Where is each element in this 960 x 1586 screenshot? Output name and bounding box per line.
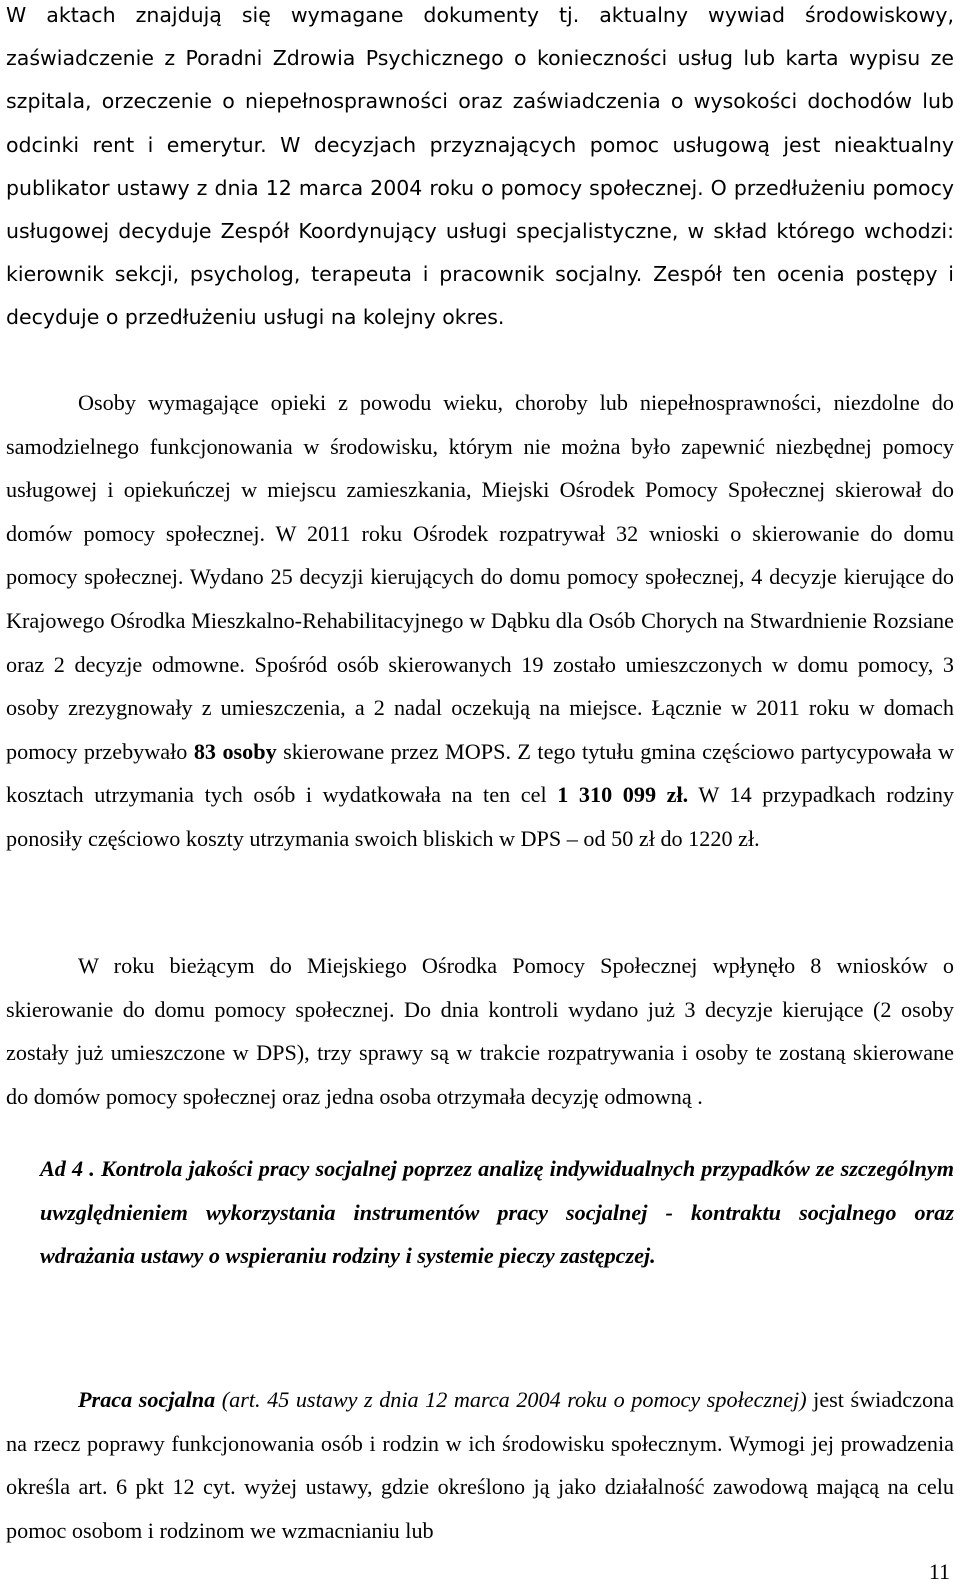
paragraph-documents: W aktach znajdują się wymagane dokumenty tj. aktualny wywiad środowiskowy, zaświadczenie z Poradni Zdrowia Psychicznego o konieczności usług lub karta wypisu ze szpitala, orzeczenie o niepełnosprawności oraz zaświadczenia o wysokości dochodów lub odcinki rent i emerytur. W decyzjach przyznających pomoc usługową jest nieaktualny publikator ustawy z dnia 12 marca 2004 roku o pomocy społecznej. O przedłużeniu pomocy usługowej decyduje Zespół Koordynujący usługi specjalistyczne, w skład którego wchodzi: kierownik sekcji, psycholog, terapeuta i pracownik socjalny. Zespół ten ocenia postępy i decyduje o przedłużeniu usługi na kolejny okres. <box>6 3 954 330</box>
paragraph-current-year: W roku bieżącym do Miejskiego Ośrodka Pomocy Społecznej wpłynęło 8 wniosków o skierowanie do domu pomocy społecznej. Do dnia kontroli wydano już 3 decyzje kierujące (2 osoby zostały już umieszczone w DPS), trzy sprawy są w trakcie rozpatrywania i osoby te zostaną skierowane do domów pomocy społecznej oraz jedna osoba otrzymała decyzję odmowną . <box>6 953 954 1109</box>
section-heading: Ad 4 . Kontrola jakości pracy socjalnej poprzez analizę indywidualnych przypadków ze szczególnym uwzględnieniem wykorzystania instrumentów pracy socjalnej - kontraktu socjalnego oraz wdrażania ustawy o wspieraniu rodziny i systemie pieczy zastępczej. <box>40 1156 954 1269</box>
residents-count: 83 osoby <box>193 738 277 764</box>
care-homes-text-3: W 14 przypadkach rodziny ponosiły częściowo koszty utrzymania swoich bliskich w DPS – od 50 zł do 1220 zł. <box>6 782 955 851</box>
care-homes-text-2: skierowane przez MOPS. Z tego tytułu gmina częściowo partycypowała w kosztach utrzymania tych osób i wydatkowała na ten cel <box>6 738 954 808</box>
social-work-text: jest świadczona na rzecz poprawy funkcjonowania osób i rodzin w ich środowisku społecznym. Wymogi jej prowadzenia określa art. 6 pkt 12 cyt. wyżej ustawy, gdzie określono ją jako działalność zawodową mającą na celu pomoc osobom i rodzinom we wzmacnianiu lub <box>6 1387 954 1543</box>
legal-citation: (art. 45 ustawy z dnia 12 marca 2004 roku o pomocy społecznej) <box>215 1387 807 1412</box>
page-number: 11 <box>928 1559 950 1584</box>
social-work-term: Praca socjalna <box>78 1387 216 1412</box>
paragraph-care-homes <box>6 381 954 861</box>
paragraph-social-work <box>6 1378 954 1552</box>
expenditure-amount: 1 310 099 zł. <box>557 782 689 808</box>
care-homes-text-1: Osoby wymagające opieki z powodu wieku, choroby lub niepełnosprawności, niezdolne do samodzielnego funkcjonowania w środowisku, którym nie można było zapewnić niezbędnej pomocy usługowej i opiekuńczej w miejscu zamieszkania, Miejski Ośrodek Pomocy Społecznej skierował do domów pomocy społecznej. W 2011 roku Ośrodek rozpatrywał 32 wnioski o skierowanie do domu pomocy społecznej. Wydano 25 decyzji kierujących do domu pomocy społecznej, 4 decyzje kierujące do Krajowego Ośrodka Mieszkalno-Rehabilitacyjnego w Dąbku dla Osób Chorych na Stwardnienie Rozsiane oraz 2 decyzje odmowne. Spośród osób skierowanych 19 zostało umieszczonych w domu pomocy, 3 osoby zrezygnowały z umieszczenia, a 2 nadal oczekują na miejsce. Łącznie w 2011 roku w domach pomocy przebywało <box>6 390 954 764</box>
